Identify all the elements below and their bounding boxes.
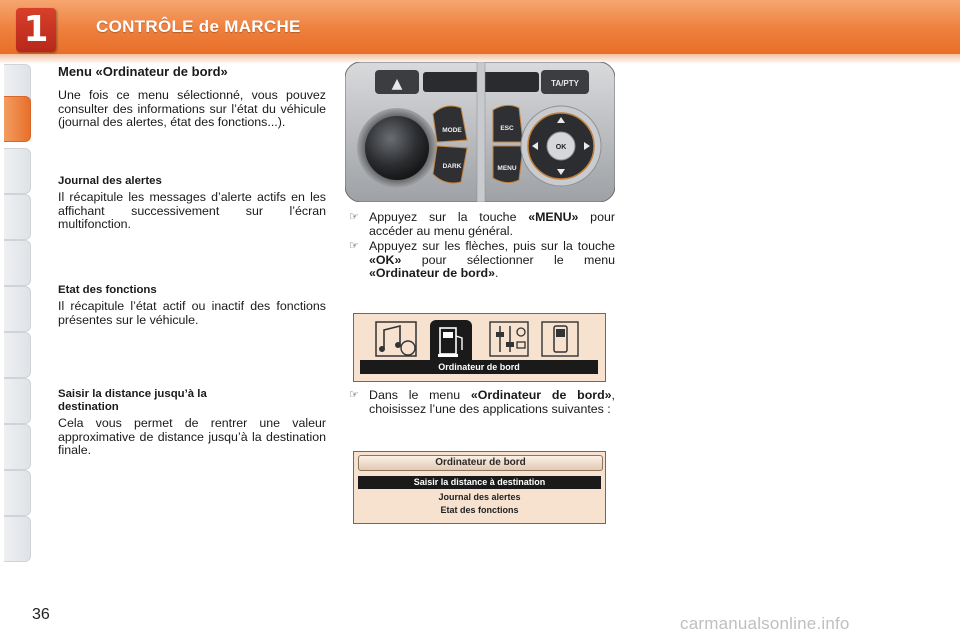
chapter-number-badge: 1 — [16, 8, 56, 52]
side-tab[interactable] — [4, 148, 31, 194]
pointing-hand-icon: ☞ — [349, 211, 359, 223]
menu-item[interactable]: Journal des alertes — [438, 492, 521, 502]
selected-menu-label: Ordinateur de bord — [438, 362, 520, 372]
ok-label: OK — [555, 144, 567, 151]
side-tab[interactable] — [4, 424, 31, 470]
menu-label: MENU — [497, 165, 517, 172]
radio-control-panel-illustration — [345, 62, 615, 202]
ta-pty-label: TA/PTY — [551, 79, 579, 88]
section-title: Menu «Ordinateur de bord» — [58, 64, 228, 79]
chapter-title: CONTRÔLE de MARCHE — [96, 17, 301, 36]
mode-label: MODE — [442, 127, 462, 134]
subsection-heading-distance: Saisir la distance jusqu’à la destination — [58, 388, 207, 413]
side-tab[interactable] — [4, 194, 31, 240]
settings-sliders-icon — [490, 322, 528, 356]
step-2: ☞ Appuyez sur les flèches, puis sur la touche «OK» pour sélectionner le menu «Ordinateur de bord». — [349, 239, 615, 281]
volume-knob — [365, 116, 429, 180]
side-tab[interactable] — [4, 516, 31, 562]
menu-title-bar: Ordinateur de bord — [358, 455, 603, 471]
main-menu-screen — [353, 313, 606, 382]
side-tab[interactable] — [4, 332, 31, 378]
side-tab[interactable] — [4, 240, 31, 286]
subsection-body-distance: Cela vous permet de rentrer une valeur approximative de distance jusqu’à la destination finale. — [58, 416, 326, 458]
subsection-heading-functions: Etat des fonctions — [58, 284, 157, 296]
eject-icon: ▲ — [391, 76, 403, 92]
side-tab-active[interactable] — [4, 96, 31, 142]
watermark: carmanualsonline.info — [680, 614, 850, 633]
pointing-hand-icon: ☞ — [349, 389, 359, 401]
mobile-phone-icon — [542, 322, 578, 356]
page-number: 36 — [32, 606, 50, 623]
audio-music-icon — [376, 322, 416, 356]
subsection-heading-alerts: Journal des alertes — [58, 175, 162, 187]
side-tab-strip — [0, 64, 34, 574]
side-tab[interactable] — [4, 378, 31, 424]
trip-computer-menu-screen — [353, 451, 606, 524]
dark-label: DARK — [442, 163, 462, 170]
menu-item-selected[interactable]: Saisir la distance à destination — [358, 476, 601, 489]
side-tab[interactable] — [4, 286, 31, 332]
intro-paragraph: Une fois ce menu sélectionné, vous pouvez consulter des informations sur l’état du véhicule (journal des alertes, état des fonctions...). — [58, 88, 326, 130]
esc-label: ESC — [500, 125, 514, 132]
step-3: ☞ Dans le menu «Ordinateur de bord», choisissez l’une des applications suivantes : — [349, 388, 615, 416]
pointing-hand-icon: ☞ — [349, 240, 359, 252]
subsection-body-functions: Il récapitule l’état actif ou inactif des fonctions présentes sur le véhicule. — [58, 299, 326, 327]
subsection-body-alerts: Il récapitule les messages d’alerte actifs en les affichant successivement sur l’écran multifonction. — [58, 190, 326, 232]
step-1: ☞ Appuyez sur la touche «MENU» pour accéder au menu général. — [349, 210, 615, 238]
side-tab[interactable] — [4, 470, 31, 516]
menu-item[interactable]: Etat des fonctions — [440, 505, 519, 515]
